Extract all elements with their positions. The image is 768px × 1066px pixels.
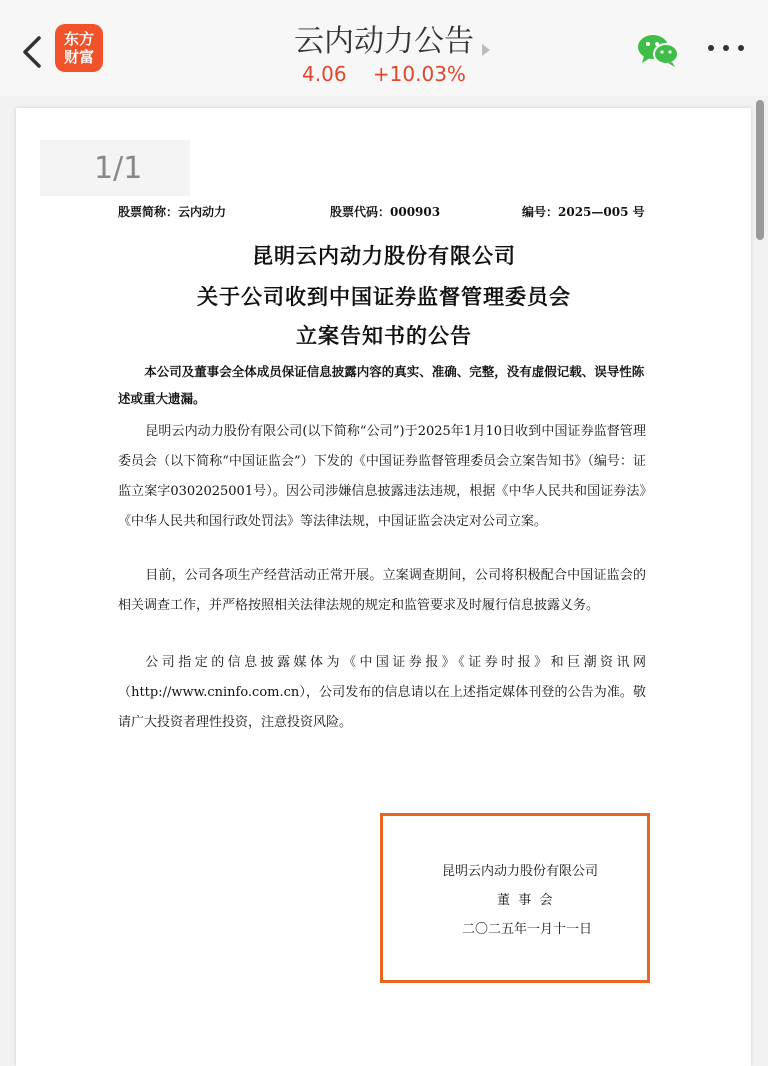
paragraph-1: 昆明云内动力股份有限公司(以下简称“公司”)于2025年1月10日收到中国证券监督管理委员会（以下简称“中国证监会”）下发的《中国证券监督管理委员会立案告知书》（编号：证监立案字0302025001号）。因公司涉嫌信息披露违法违规，根据《中华人民共和国证券法》《中华人民共和国行政处罚法》等法律法规，中国证监会决定对公司立案。 [118, 424, 646, 529]
stock-code: 股票代码：000903 [330, 205, 441, 219]
signer-company: 昆明云内动力股份有限公司 [442, 864, 599, 879]
signer-board: 董 事 会 [497, 893, 553, 908]
title-arrow-icon[interactable] [482, 44, 490, 56]
doc-title-line2: 关于公司收到中国证券监督管理委员会 [197, 284, 571, 309]
paragraph-2: 目前，公司各项生产经营活动正常开展。立案调查期间，公司将积极配合中国证监会的相关调查工作，并严格按照相关法律法规的规定和监管要求及时履行信息披露义务。 [118, 568, 646, 613]
app-header [0, 0, 768, 96]
sign-date: 二〇二五年一月十一日 [462, 922, 593, 937]
more-dots-icon [708, 45, 714, 51]
page-indicator: 1/1 [40, 140, 190, 196]
doc-title-line1: 昆明云内动力股份有限公司 [252, 243, 516, 268]
logo-line1: 东方 [63, 30, 94, 48]
doc-title-line3: 立案告知书的公告 [296, 323, 472, 348]
stock-change: +10.03% [372, 62, 466, 86]
stock-price: 4.06 [302, 62, 347, 86]
paragraph-3: 公司指定的信息披露媒体为《中国证券报》《证券时报》和巨潮资讯网（http://www.cninfo.com.cn），公司发布的信息请以在上述指定媒体刊登的公告为准。敬请广大投资者理性投资，注意投资风险。 [118, 655, 646, 730]
wechat-icon [636, 32, 680, 68]
stock-name: 股票简称：云内动力 [118, 205, 227, 219]
dot [723, 45, 729, 51]
declaration: 本公司及董事会全体成员保证信息披露内容的真实、准确、完整，没有虚假记载、误导性陈述或重大遗漏。 [118, 364, 645, 406]
wechat-share-button[interactable] [636, 32, 680, 68]
page-title: 云内动力公告 [294, 24, 474, 59]
dot [738, 45, 744, 51]
more-button[interactable] [708, 40, 744, 56]
logo-line2: 财富 [63, 48, 94, 66]
doc-number: 编号：2025—005 号 [522, 205, 645, 219]
scrollbar[interactable] [756, 100, 764, 240]
